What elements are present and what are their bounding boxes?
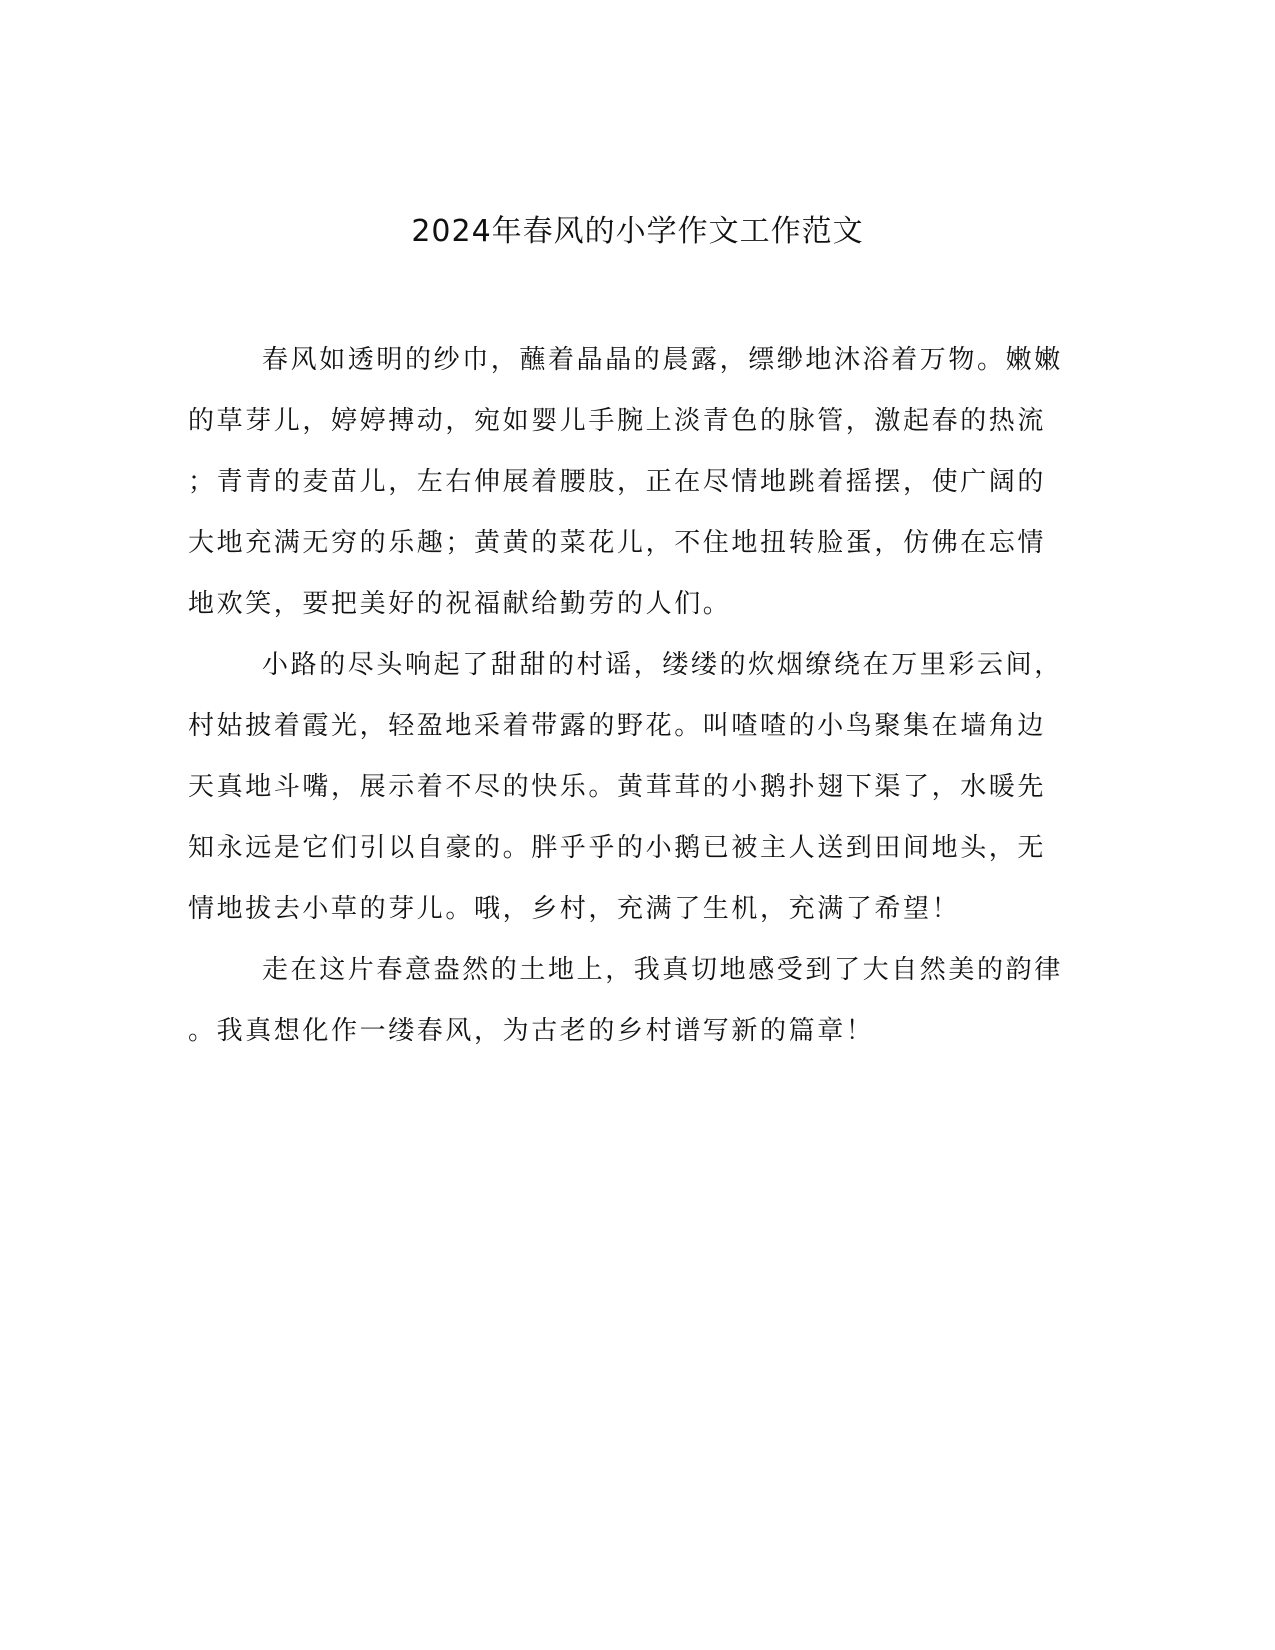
paragraph-1-line-1: 春风如透明的纱巾，蘸着晶晶的晨露，缥缈地沐浴着万物。嫩嫩	[262, 345, 1063, 375]
document-title: 2024年春风的小学作文工作范文	[411, 214, 864, 249]
paragraph-2-line-5: 情地拔去小草的芽儿。哦，乡村，充满了生机，充满了希望！	[188, 894, 961, 924]
paragraph-2-line-3: 天真地斗嘴，展示着不尽的快乐。黄茸茸的小鹅扑翅下渠了，水暖先	[188, 772, 1047, 802]
paragraph-1-line-3: ；青青的麦苗儿，左右伸展着腰肢，正在尽情地跳着摇摆，使广阔的	[188, 467, 1047, 497]
document-body	[188, 330, 1068, 1062]
paragraph-1-line-5: 地欢笑，要把美好的祝福献给勤劳的人们。	[188, 589, 732, 619]
paragraph-2-line-4: 知永远是它们引以自豪的。胖乎乎的小鹅已被主人送到田间地头，无	[188, 833, 1047, 863]
paragraph-1-line-4: 大地充满无穷的乐趣；黄黄的菜花儿，不住地扭转脸蛋，仿佛在忘情	[188, 528, 1047, 558]
paragraph-3-line-2: 。我真想化作一缕春风，为古老的乡村谱写新的篇章！	[188, 1016, 875, 1046]
paragraph-2-line-1: 小路的尽头响起了甜甜的村谣，缕缕的炊烟缭绕在万里彩云间，	[262, 650, 1063, 680]
paragraph-1-line-2: 的草芽儿，婷婷搏动，宛如婴儿手腕上淡青色的脉管，激起春的热流	[188, 406, 1047, 436]
paragraph-3-line-1: 走在这片春意盎然的土地上，我真切地感受到了大自然美的韵律	[262, 955, 1063, 985]
paragraph-2-line-2: 村姑披着霞光，轻盈地采着带露的野花。叫喳喳的小鸟聚集在墙角边	[188, 711, 1047, 741]
